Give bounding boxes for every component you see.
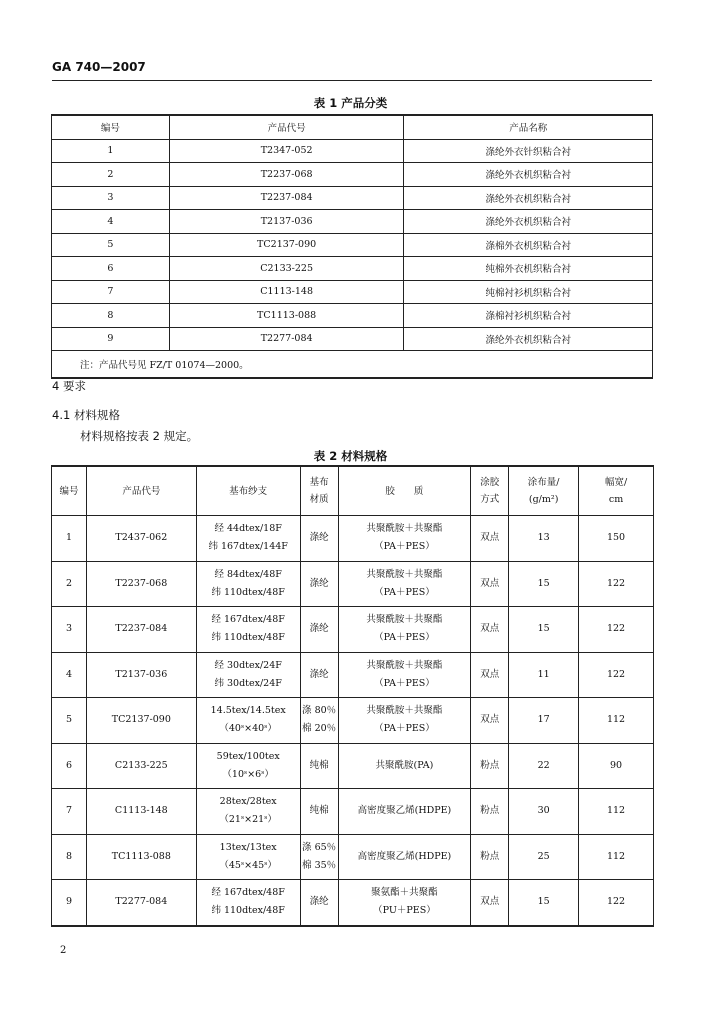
cell-number: 5 (52, 233, 170, 257)
cell-line: 涤 80％ (302, 705, 337, 717)
cell-line: 122 (606, 896, 626, 908)
cell-line: 双点 (480, 623, 500, 635)
header-line: 幅宽/ (604, 477, 628, 488)
cell-product-code: C2133-225 (169, 257, 404, 281)
table-row (52, 233, 653, 257)
cell-line: 2 (65, 577, 72, 589)
material-spec-table (51, 465, 654, 927)
cell-number (52, 516, 87, 562)
cell-line: 30 (537, 805, 550, 817)
cell-number (52, 789, 87, 835)
table-row (52, 139, 653, 163)
cell-line: 共聚酰胺＋共聚酯 (366, 568, 443, 580)
table2-header-row (52, 466, 654, 516)
cell-line: 15 (537, 896, 550, 908)
col-header-adhesive (338, 466, 471, 516)
cell-yarn (196, 652, 300, 698)
cell-product-name: 涤纶外衣机织粘合衬 (404, 163, 653, 187)
cell-base-material (300, 698, 338, 744)
col-header-base-material (300, 466, 338, 516)
cell-base-material (300, 607, 338, 653)
cell-line: （PA＋PES） (374, 632, 435, 644)
table-row (52, 789, 654, 835)
cell-line: 15 (537, 623, 550, 635)
cell-adhesive (338, 789, 471, 835)
cell-line: 8 (65, 850, 72, 862)
table-row (52, 743, 654, 789)
cell-coating-amount (509, 880, 579, 926)
cell-product-code: TC1113-088 (169, 304, 404, 328)
cell-line: 经 30dtex/24F (214, 659, 282, 671)
cell-line: T2277-084 (115, 896, 168, 908)
cell-line: 150 (606, 532, 626, 544)
cell-number (52, 698, 87, 744)
cell-number: 6 (52, 257, 170, 281)
cell-product-name: 涤纶外衣机织粘合衬 (404, 186, 653, 210)
cell-coating-method (471, 607, 509, 653)
cell-product-code (86, 789, 196, 835)
cell-line: 纬 110dtex/48F (211, 632, 285, 644)
cell-yarn (196, 607, 300, 653)
table2-caption: 表 2 材料规格 (313, 449, 388, 463)
cell-line: 涤纶 (309, 577, 329, 589)
col-header-coating-method (471, 466, 509, 516)
cell-width (579, 698, 654, 744)
cell-line: 13 (537, 532, 550, 544)
cell-coating-method (471, 880, 509, 926)
section-4-1-title: 4.1 材料规格 (52, 408, 120, 422)
cell-adhesive (338, 516, 471, 562)
cell-product-code (86, 834, 196, 880)
cell-adhesive (338, 652, 471, 698)
cell-number: 9 (52, 327, 170, 351)
cell-line: （PU＋PES） (373, 905, 436, 917)
cell-adhesive (338, 834, 471, 880)
cell-line: 涤纶 (309, 623, 329, 635)
table1-caption: 表 1 产品分类 (313, 96, 388, 110)
cell-line: T2137-036 (115, 668, 168, 680)
cell-width (579, 743, 654, 789)
cell-base-material (300, 834, 338, 880)
table-row (52, 516, 654, 562)
cell-product-code: C1113-148 (169, 280, 404, 304)
cell-yarn (196, 698, 300, 744)
cell-coating-amount (509, 789, 579, 835)
cell-line: 22 (537, 759, 550, 771)
cell-coating-method (471, 834, 509, 880)
section-4-1-text: 材料规格按表 2 规定。 (80, 429, 199, 443)
cell-product-code: T2137-036 (169, 210, 404, 234)
header-line: 涂布量/ (527, 477, 560, 488)
cell-product-code (86, 880, 196, 926)
cell-line: T2237-068 (115, 577, 168, 589)
table-row (52, 210, 653, 234)
cell-coating-amount (509, 516, 579, 562)
cell-coating-method (471, 516, 509, 562)
cell-line: 5 (65, 714, 72, 726)
table1-body (52, 139, 653, 351)
cell-yarn (196, 789, 300, 835)
cell-line: 涤 65％ (302, 841, 337, 853)
cell-product-name: 涤棉外衣机织粘合衬 (404, 233, 653, 257)
cell-line: 经 84dtex/48F (214, 568, 282, 580)
cell-product-code: T2277-084 (169, 327, 404, 351)
cell-line: 双点 (480, 577, 500, 589)
cell-product-name: 涤纶外衣针织粘合衬 (404, 139, 653, 163)
cell-product-code: T2237-084 (169, 186, 404, 210)
cell-adhesive (338, 607, 471, 653)
cell-coating-amount (509, 561, 579, 607)
col-header-number: 编号 (52, 115, 170, 139)
cell-yarn (196, 880, 300, 926)
cell-line: 112 (606, 714, 626, 726)
cell-line: （10ˢ×6ˢ） (222, 768, 274, 780)
cell-line: 共聚酰胺＋共聚酯 (366, 705, 443, 717)
cell-line: 共聚酰胺＋共聚酯 (366, 614, 443, 626)
cell-line: 经 167dtex/48F (211, 614, 285, 626)
cell-line: 11 (537, 668, 550, 680)
cell-number (52, 652, 87, 698)
cell-line: 涤纶 (309, 668, 329, 680)
col-header-product-name: 产品名称 (404, 115, 653, 139)
header-line: 基布 (309, 477, 329, 488)
cell-width (579, 561, 654, 607)
cell-line: 纬 110dtex/48F (211, 905, 285, 917)
cell-number (52, 743, 87, 789)
cell-line: 15 (537, 577, 550, 589)
cell-line: （21ˢ×21ˢ） (219, 814, 277, 826)
cell-line: 90 (610, 759, 623, 771)
cell-product-code (86, 698, 196, 744)
cell-product-name: 涤纶外衣机织粘合衬 (404, 327, 653, 351)
cell-product-code: TC2137-090 (169, 233, 404, 257)
cell-line: T2237-084 (115, 623, 168, 635)
cell-adhesive (338, 743, 471, 789)
cell-base-material (300, 561, 338, 607)
header-line: 编号 (59, 485, 79, 497)
cell-coating-amount (509, 607, 579, 653)
table-row (52, 834, 654, 880)
cell-line: 3 (65, 623, 72, 635)
cell-line: 9 (65, 896, 72, 908)
cell-line: 双点 (480, 668, 500, 680)
cell-line: 经 44dtex/18F (214, 523, 282, 535)
cell-line: T2437-062 (115, 532, 168, 544)
cell-line: 粉点 (480, 759, 500, 771)
header-rule (52, 80, 652, 81)
cell-line: 经 167dtex/48F (211, 887, 285, 899)
cell-number (52, 880, 87, 926)
cell-line: 涤纶 (309, 896, 329, 908)
cell-line: 59tex/100tex (216, 750, 280, 762)
cell-line: 共聚酰胺＋共聚酯 (366, 523, 443, 535)
cell-line: 25 (537, 850, 550, 862)
cell-line: 28tex/28tex (219, 796, 277, 808)
cell-line: 纯棉 (309, 805, 329, 817)
table-row (52, 257, 653, 281)
cell-line: 122 (606, 623, 626, 635)
cell-line: 粉点 (480, 805, 500, 817)
cell-line: 14.5tex/14.5tex (210, 705, 286, 717)
col-header-width (579, 466, 654, 516)
table2-body (52, 516, 654, 926)
cell-number: 3 (52, 186, 170, 210)
cell-product-code (86, 607, 196, 653)
cell-yarn (196, 516, 300, 562)
table-row (52, 163, 653, 187)
cell-yarn (196, 743, 300, 789)
cell-width (579, 652, 654, 698)
cell-product-code (86, 516, 196, 562)
table-row (52, 561, 654, 607)
cell-coating-method (471, 561, 509, 607)
header-line: 胶 质 (385, 485, 424, 497)
table-row (52, 304, 653, 328)
section-4-title: 4 要求 (52, 379, 86, 393)
cell-product-name: 涤棉衬衫机织粘合衬 (404, 304, 653, 328)
cell-line: 112 (606, 805, 626, 817)
header-line: 基布纱支 (229, 485, 268, 497)
cell-width (579, 789, 654, 835)
cell-coating-method (471, 789, 509, 835)
cell-number (52, 607, 87, 653)
cell-line: 共聚酰胺＋共聚酯 (366, 659, 443, 671)
table-row (52, 652, 654, 698)
cell-coating-amount (509, 834, 579, 880)
cell-line: （PA＋PES） (374, 541, 435, 553)
cell-number: 2 (52, 163, 170, 187)
col-header-coating-amount (509, 466, 579, 516)
cell-line: 双点 (480, 714, 500, 726)
page-number: 2 (60, 945, 67, 956)
table-row (52, 280, 653, 304)
cell-line: 纬 167dtex/144F (208, 541, 288, 553)
table-row (52, 186, 653, 210)
cell-product-code (86, 561, 196, 607)
cell-product-code (86, 652, 196, 698)
cell-product-code: T2237-068 (169, 163, 404, 187)
cell-base-material (300, 743, 338, 789)
cell-yarn (196, 561, 300, 607)
col-header-yarn (196, 466, 300, 516)
cell-product-name: 纯棉衬衫机织粘合衬 (404, 280, 653, 304)
cell-coating-amount (509, 652, 579, 698)
cell-width (579, 607, 654, 653)
col-header-product-code (86, 466, 196, 516)
cell-line: 聚氨酯＋共聚酯 (371, 887, 438, 899)
header-line: 涂胶 (480, 477, 500, 488)
cell-line: 双点 (480, 896, 500, 908)
cell-product-code: T2347-052 (169, 139, 404, 163)
cell-line: 122 (606, 668, 626, 680)
cell-product-name: 涤纶外衣机织粘合衬 (404, 210, 653, 234)
cell-coating-method (471, 652, 509, 698)
cell-line: 粉点 (480, 850, 500, 862)
table-row (52, 698, 654, 744)
cell-number (52, 561, 87, 607)
cell-line: 纬 110dtex/48F (211, 586, 285, 598)
cell-width (579, 880, 654, 926)
standard-code: GA 740—2007 (52, 60, 146, 74)
cell-coating-amount (509, 743, 579, 789)
cell-adhesive (338, 880, 471, 926)
cell-line: （PA＋PES） (374, 723, 435, 735)
cell-line: 纬 30dtex/24F (214, 677, 282, 689)
cell-width (579, 516, 654, 562)
table-row (52, 327, 653, 351)
cell-adhesive (338, 698, 471, 744)
cell-line: 共聚酰胺(PA) (375, 759, 434, 771)
cell-coating-method (471, 698, 509, 744)
cell-line: （PA＋PES） (374, 586, 435, 598)
cell-number (52, 834, 87, 880)
cell-line: （40ˢ×40ˢ） (219, 723, 277, 735)
cell-yarn (196, 834, 300, 880)
product-classification-table (51, 114, 653, 379)
cell-line: 122 (606, 577, 626, 589)
cell-base-material (300, 789, 338, 835)
cell-line: 涤纶 (309, 532, 329, 544)
cell-width (579, 834, 654, 880)
cell-line: C1113-148 (114, 805, 168, 817)
cell-line: 棉 35％ (302, 859, 337, 871)
cell-product-code (86, 743, 196, 789)
col-header-product-code: 产品代号 (169, 115, 404, 139)
cell-base-material (300, 880, 338, 926)
cell-line: 1 (65, 532, 72, 544)
cell-line: TC2137-090 (111, 714, 171, 726)
cell-line: 6 (65, 759, 72, 771)
cell-line: 纯棉 (309, 759, 329, 771)
cell-line: 7 (65, 805, 72, 817)
col-header-number (52, 466, 87, 516)
cell-line: 高密度聚乙烯(HDPE) (357, 805, 452, 817)
cell-line: 双点 (480, 532, 500, 544)
cell-number: 8 (52, 304, 170, 328)
cell-base-material (300, 652, 338, 698)
cell-product-name: 纯棉外衣机织粘合衬 (404, 257, 653, 281)
cell-line: 112 (606, 850, 626, 862)
header-line: (g/m²) (528, 494, 559, 505)
cell-line: 13tex/13tex (219, 841, 277, 853)
header-line: 产品代号 (122, 485, 161, 497)
cell-line: （PA＋PES） (374, 677, 435, 689)
cell-line: 高密度聚乙烯(HDPE) (357, 850, 452, 862)
cell-number: 7 (52, 280, 170, 304)
cell-number: 1 (52, 139, 170, 163)
cell-base-material (300, 516, 338, 562)
cell-line: （45ˢ×45ˢ） (219, 859, 277, 871)
header-line: 材质 (309, 494, 329, 505)
header-line: cm (608, 494, 624, 505)
cell-line: 4 (65, 668, 72, 680)
cell-number: 4 (52, 210, 170, 234)
cell-adhesive (338, 561, 471, 607)
cell-coating-method (471, 743, 509, 789)
cell-line: TC1113-088 (111, 850, 171, 862)
cell-line: C2133-225 (114, 759, 168, 771)
header-line: 方式 (480, 494, 500, 505)
table1-note: 注：产品代号见 FZ/T 01074—2000。 (52, 351, 653, 379)
cell-line: 棉 20％ (302, 723, 337, 735)
table-row (52, 607, 654, 653)
table-row (52, 880, 654, 926)
cell-line: 17 (537, 714, 550, 726)
cell-coating-amount (509, 698, 579, 744)
